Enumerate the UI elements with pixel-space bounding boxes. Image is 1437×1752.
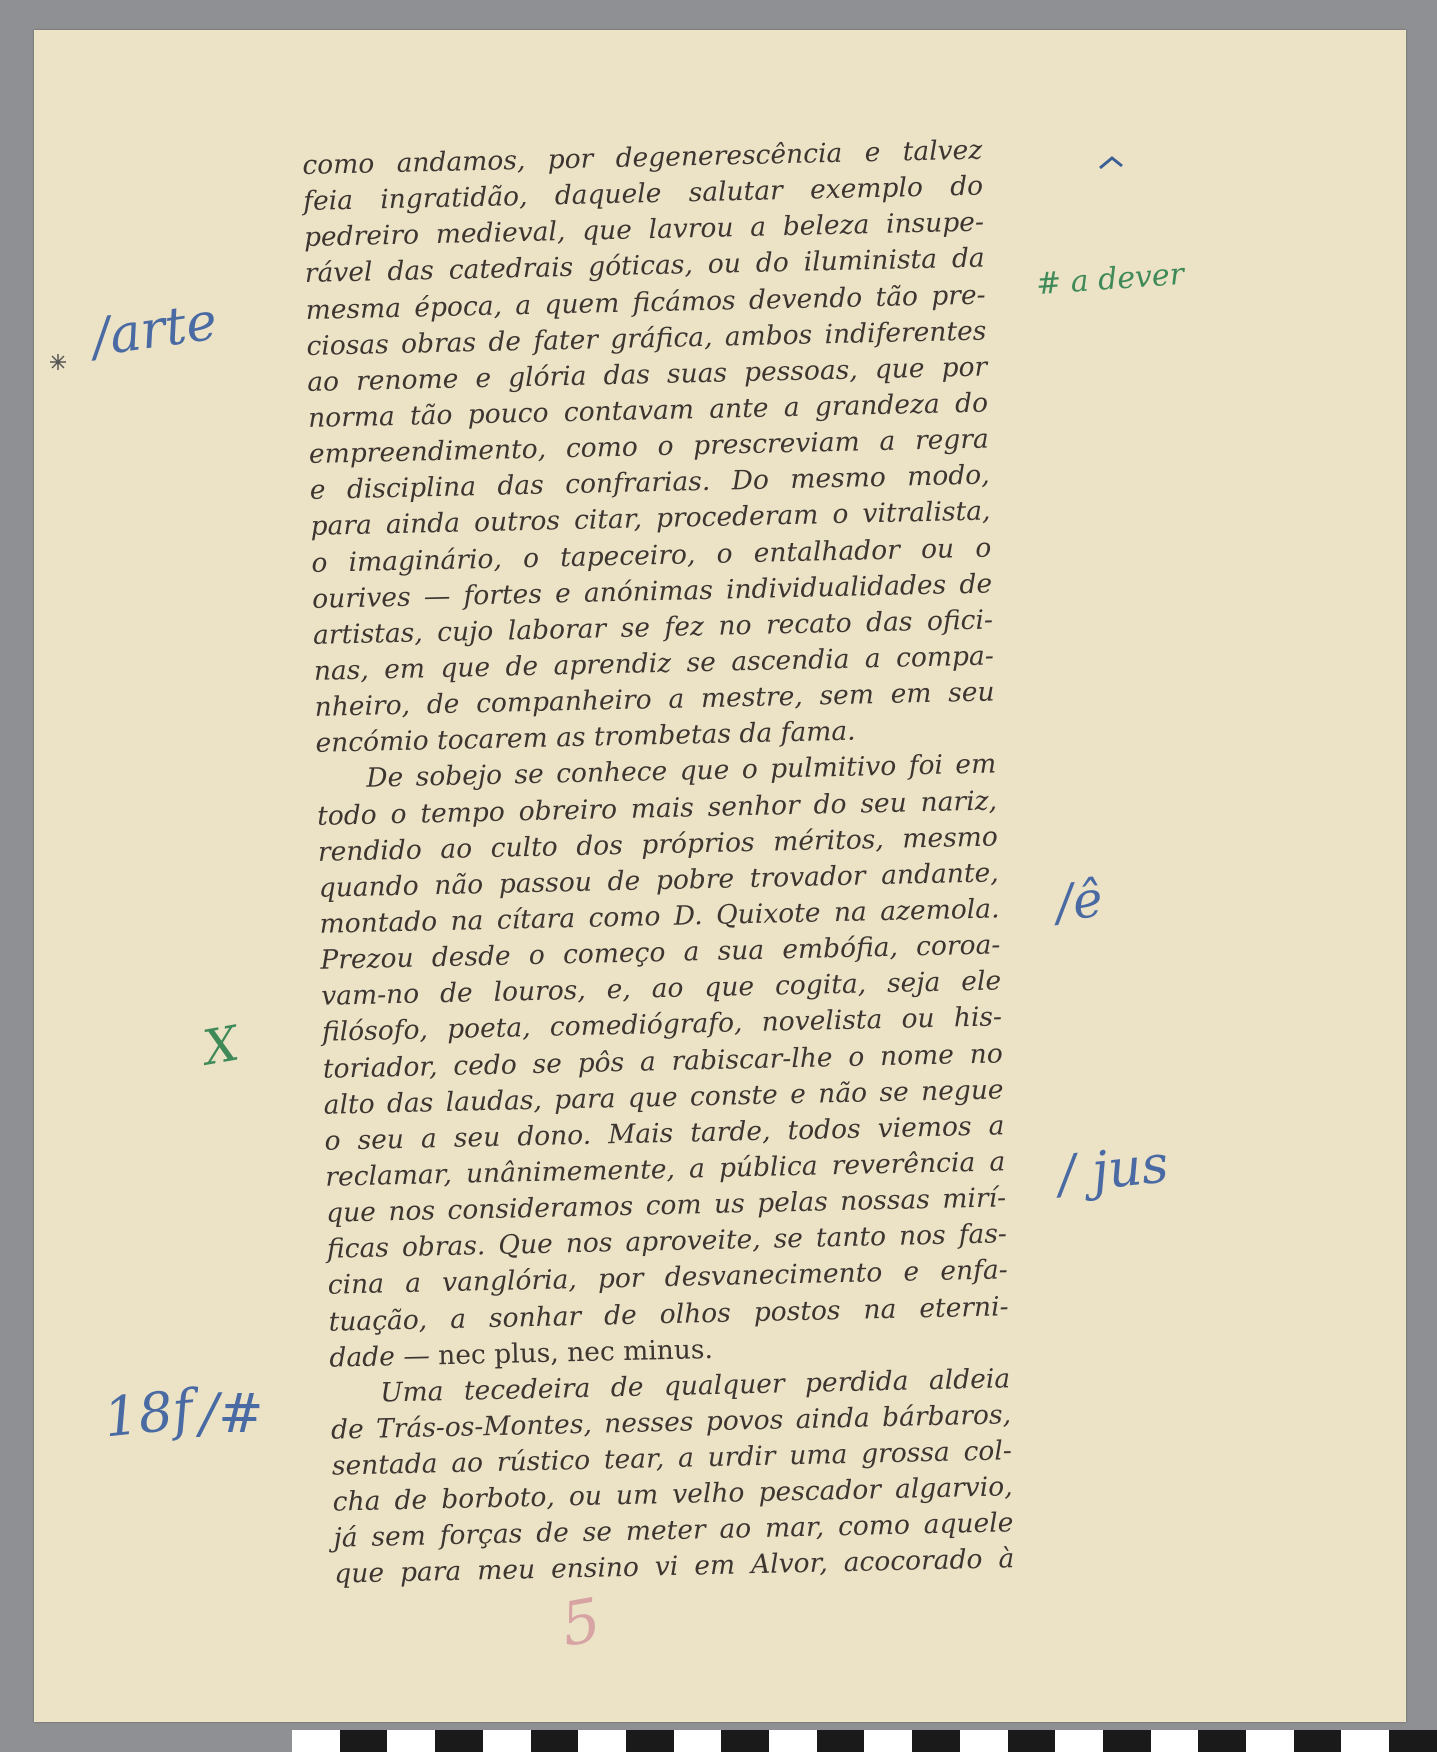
scale-patch <box>435 1730 483 1752</box>
text-line: ao renome e glória das suas pessoas, que por <box>306 351 988 398</box>
text-line: alto das laudas, para que conste e não se negue <box>323 1073 1004 1121</box>
text-line: nas, em que de aprendiz se ascendia a compa- <box>313 640 995 687</box>
body-text <box>302 133 1015 1594</box>
text-line: de Trás-os-Montes, nesses povos ainda bárbaros, <box>330 1399 1012 1446</box>
text-line: que nos consideramos com us pelas nossas mirí- <box>325 1182 1007 1229</box>
scale-patch <box>1198 1730 1246 1752</box>
text-line: ficas obras. Que nos aproveite, se tanto nos fas- <box>326 1218 1008 1265</box>
margin-note-cross: X <box>199 1015 243 1077</box>
scale-patch <box>817 1730 865 1752</box>
text-line: montado na cítara como D. Quixote na azemola. <box>319 893 1000 940</box>
text-line: e disciplina das confrarias. Do mesmo modo, <box>309 459 990 507</box>
text-line: todo o tempo obreiro mais senhor do seu nariz, <box>316 784 998 832</box>
text-line: quando não passou de pobre trovador andante, <box>318 857 999 904</box>
text-fragment: dade — <box>329 1339 439 1374</box>
scale-patch <box>769 1730 817 1752</box>
scale-patch <box>1103 1730 1151 1752</box>
text-line: cha de borboto, ou um velho pescador algarvio, <box>332 1471 1013 1518</box>
text-line: filósofo, poeta, comediógrafo, novelista ou his- <box>321 1001 1003 1049</box>
pencil-page-number: 5 <box>556 1585 606 1661</box>
margin-note-page-ref: 18f <box>100 1377 196 1450</box>
scale-patch <box>674 1730 722 1752</box>
text-line: para ainda outros citar, procederam o vitralista, <box>310 495 991 543</box>
margin-note-a-dever: # a dever <box>1034 256 1186 303</box>
text-line: De sobejo se conhece que o pulmitivo foi em <box>365 748 997 795</box>
text-line: cina a vanglória, por desvanecimento e enfa- <box>327 1254 1008 1302</box>
text-line: nheiro, de companheiro a mestre, sem em seu <box>314 676 995 723</box>
margin-note-jus: / jus <box>1055 1134 1172 1206</box>
scale-patch <box>483 1730 531 1752</box>
text-line: já sem forças de se meter ao mar, como aquele <box>333 1507 1014 1554</box>
scale-patch <box>1151 1730 1199 1752</box>
text-line: rendido ao culto dos próprios méritos, mesmo <box>317 821 999 868</box>
text-line: vam-no de louros, e, ao que cogita, seja ele <box>320 965 1002 1013</box>
scale-patch <box>292 1730 340 1752</box>
text-line: mesma época, a quem ficámos devendo tão pre- <box>305 279 986 326</box>
text-line: o imaginário, o tapeceiro, o entalhador ou o <box>311 532 992 579</box>
scale-patch <box>960 1730 1008 1752</box>
text-line: toriador, cedo se pôs a rabiscar-lhe o nome no <box>322 1037 1004 1085</box>
scale-patch <box>864 1730 912 1752</box>
scale-patch <box>1294 1730 1342 1752</box>
color-scale-strip <box>292 1730 1437 1752</box>
latin-phrase: nec plus, nec minus. <box>437 1333 714 1371</box>
scale-patch <box>1055 1730 1103 1752</box>
text-line: norma tão pouco contavam ante a grandeza do <box>307 387 989 434</box>
scale-patch <box>626 1730 674 1752</box>
scale-patch <box>1246 1730 1294 1752</box>
text-line: reclamar, unânimemente, a pública reverência a <box>325 1146 1006 1193</box>
margin-note-hash: /# <box>200 1382 264 1445</box>
scale-patch <box>721 1730 769 1752</box>
text-line: pedreiro medieval, que lavrou a beleza insupe- <box>303 206 985 254</box>
scale-patch <box>340 1730 388 1752</box>
text-line: ourives — fortes e anónimas individualidades de <box>311 568 993 615</box>
scale-patch <box>531 1730 579 1752</box>
text-line: como andamos, por degenerescência e talvez <box>302 134 983 181</box>
text-line: sentada ao rústico tear, a urdir uma grossa col- <box>331 1435 1013 1482</box>
text-line: empreendimento, como o prescreviam a regra <box>308 423 990 471</box>
margin-note-circumflex-e: /ê <box>1053 869 1106 933</box>
caret-mark-icon <box>1098 150 1126 174</box>
text-line: tuação, a sonhar de olhos postos na eterni- <box>328 1290 1009 1338</box>
scale-patch <box>387 1730 435 1752</box>
margin-note-arte: /arte <box>88 291 221 369</box>
text-line: feia ingratidão, daquele salutar exemplo do <box>302 170 984 218</box>
text-line: Uma tecedeira de qualquer perdida aldeia <box>379 1363 1011 1409</box>
text-line: encómio tocarem as trombetas da fama. <box>315 715 856 760</box>
text-line: Prezou desde o começo a sua embófia, coroa- <box>320 929 1001 976</box>
asterisk-mark-icon <box>48 352 68 372</box>
scale-patch <box>1341 1730 1389 1752</box>
scale-patch <box>912 1730 960 1752</box>
text-line: que para meu ensino vi em Alvor, acocorado à <box>334 1543 1015 1591</box>
text-line: rável das catedrais góticas, ou do iluminista da <box>304 242 986 290</box>
scale-patch <box>1008 1730 1056 1752</box>
text-line: o seu a seu dono. Mais tarde, todos viemos a <box>324 1110 1005 1157</box>
scale-patch <box>1389 1730 1437 1752</box>
scale-patch <box>578 1730 626 1752</box>
text-line: ciosas obras de fater gráfica, ambos indiferentes <box>306 315 987 362</box>
text-line: artistas, cujo laborar se fez no recato das ofici- <box>312 604 994 651</box>
